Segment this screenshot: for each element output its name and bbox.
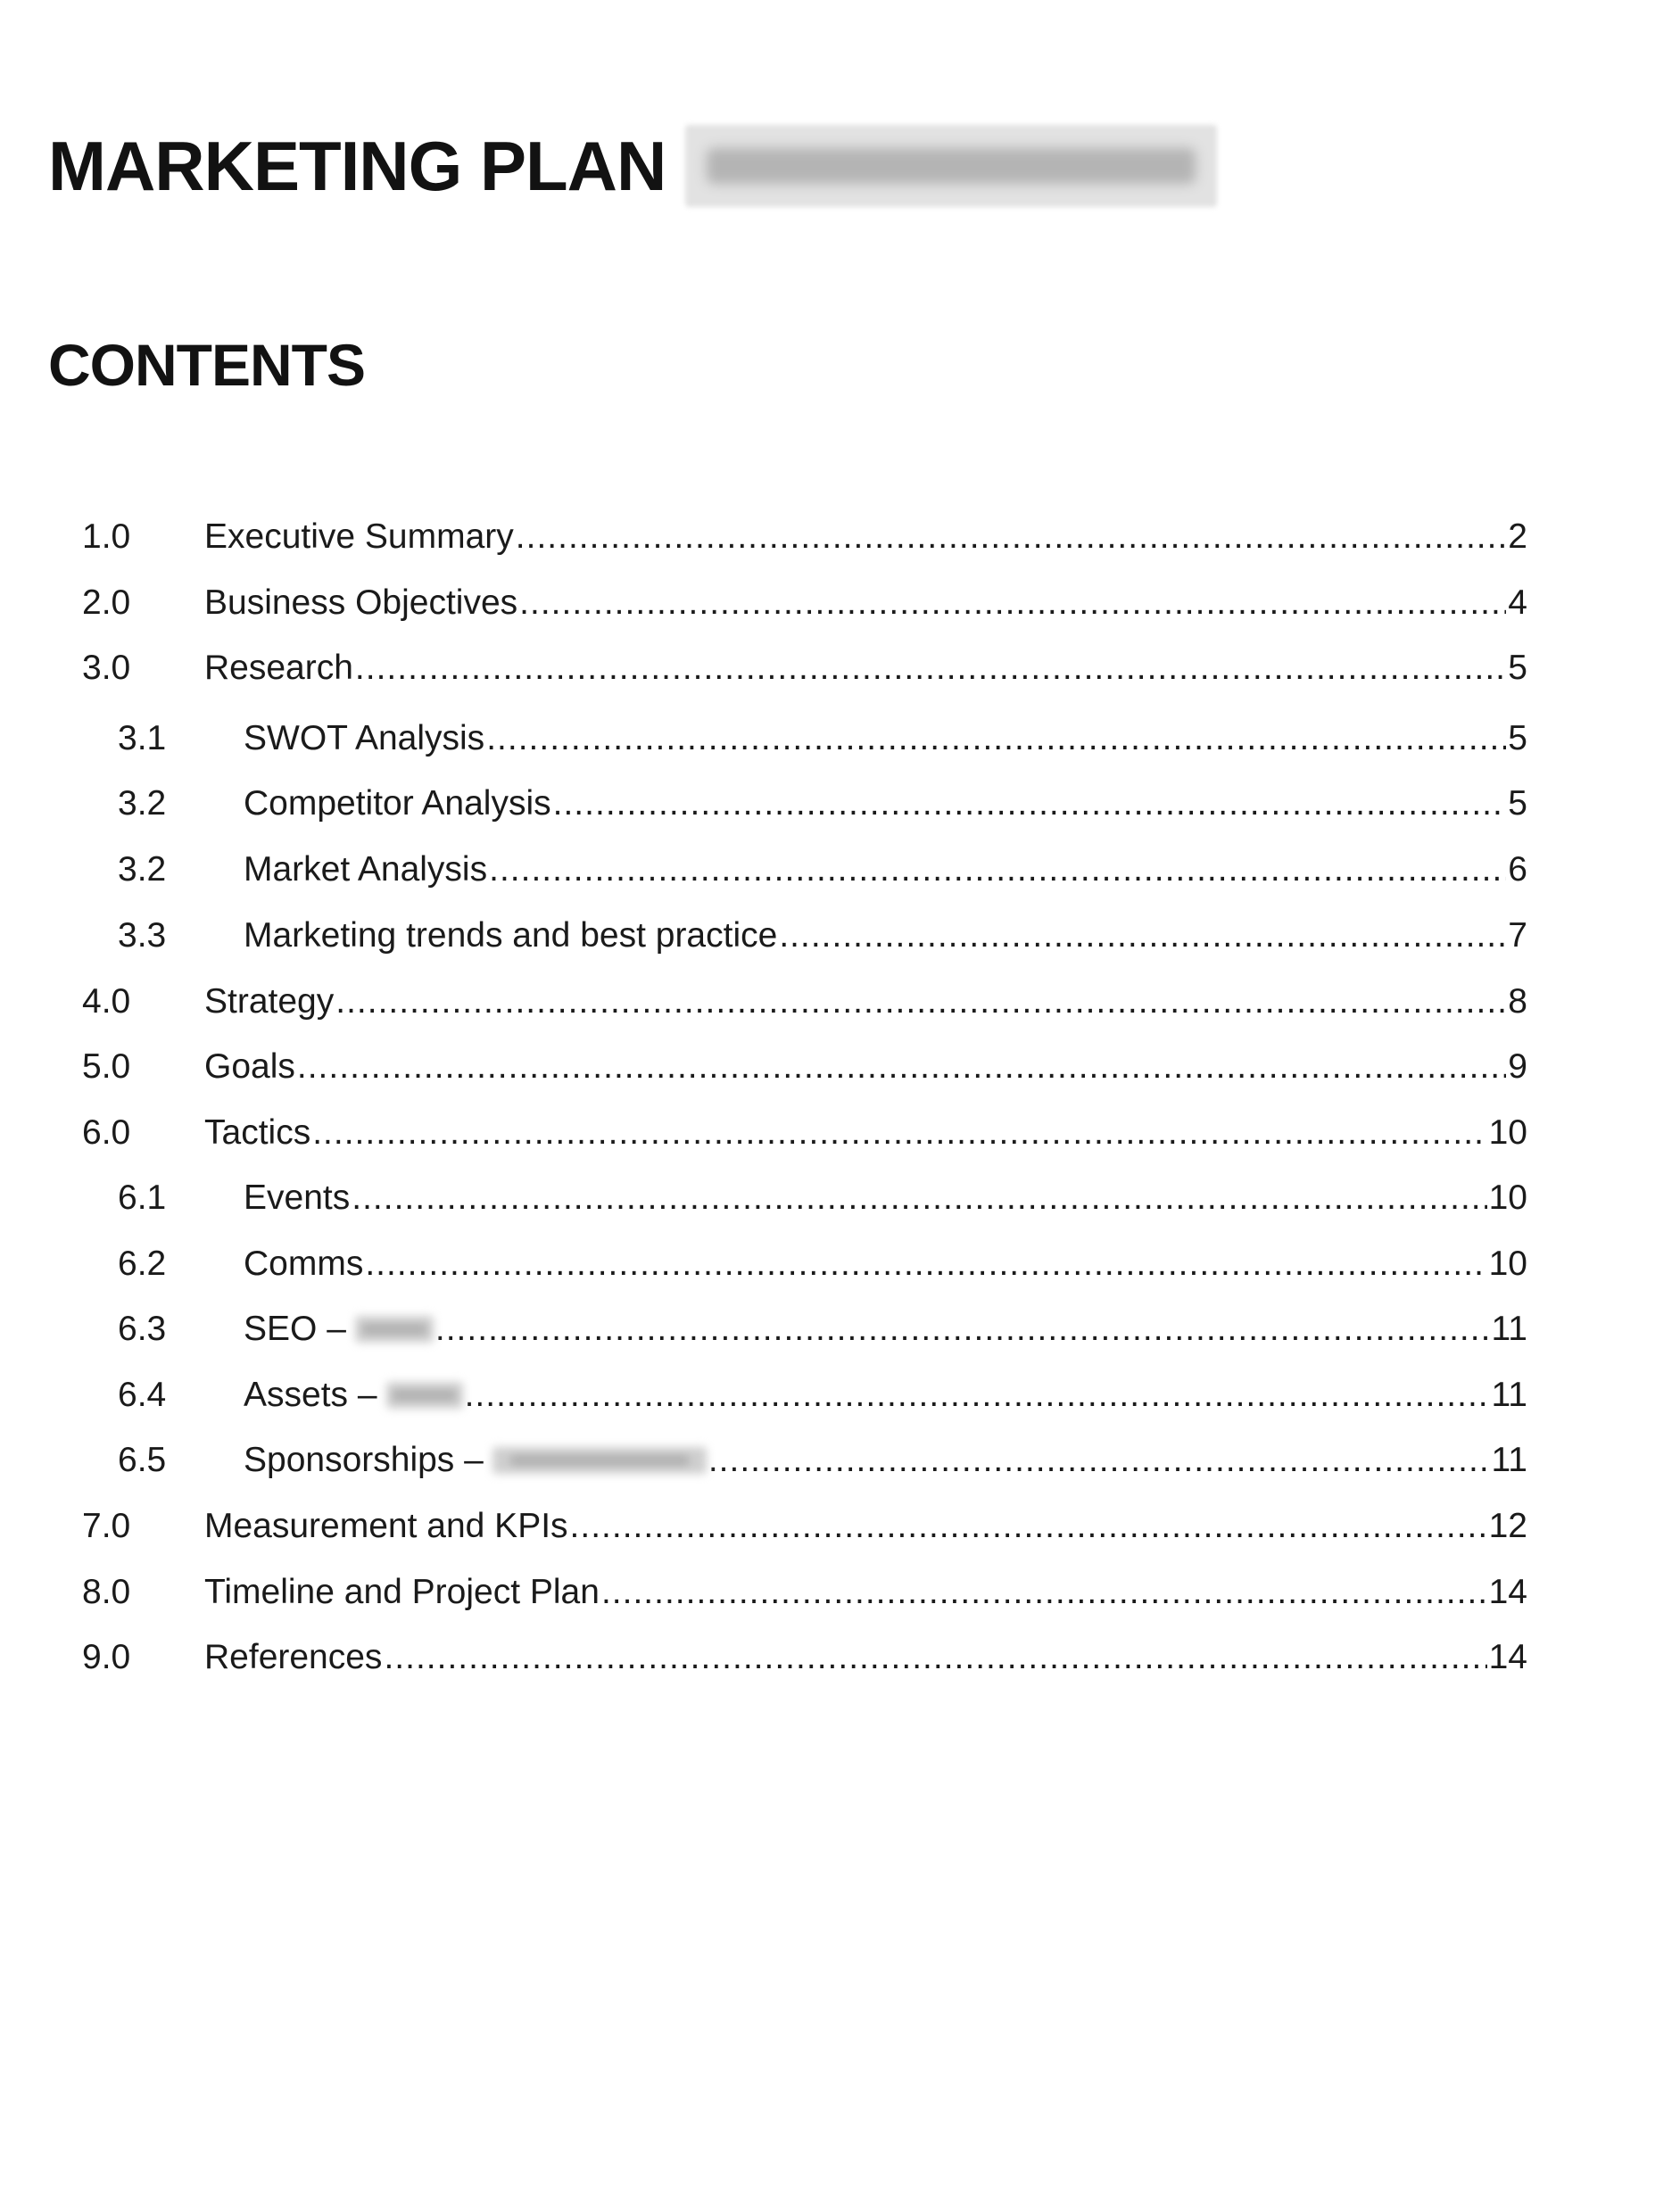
toc-entry-label: Assets – bbox=[244, 1376, 377, 1414]
toc-entry-page-number: 11 bbox=[1491, 1310, 1527, 1348]
redacted-owner-name bbox=[386, 1382, 463, 1409]
toc-entry[interactable] bbox=[0, 1237, 1680, 1291]
toc-entry-page-number: 14 bbox=[1488, 1638, 1527, 1676]
toc-entry-label: SEO – bbox=[244, 1310, 346, 1348]
toc-entry-page-number: 4 bbox=[1508, 583, 1527, 622]
toc-entry-label: Timeline and Project Plan bbox=[204, 1573, 600, 1611]
toc-dot-leader bbox=[553, 777, 1507, 831]
toc-dot-leader bbox=[465, 1369, 1490, 1422]
toc-entry-label: Events bbox=[244, 1178, 351, 1217]
toc-entry-body bbox=[204, 1500, 1527, 1553]
toc-entry-page-number: 2 bbox=[1508, 517, 1527, 556]
toc-entry-body bbox=[204, 1040, 1527, 1094]
toc-entry-number: 6.5 bbox=[118, 1441, 167, 1479]
toc-entry-page-number: 8 bbox=[1508, 982, 1527, 1021]
toc-dot-leader bbox=[355, 641, 1506, 695]
toc-entry-page-number: 10 bbox=[1488, 1113, 1527, 1152]
toc-entry[interactable] bbox=[0, 777, 1680, 831]
toc-dot-leader bbox=[384, 1631, 1486, 1684]
toc-entry-page-number: 14 bbox=[1488, 1573, 1527, 1611]
toc-entry-number: 3.2 bbox=[118, 850, 167, 889]
toc-dot-leader bbox=[519, 576, 1506, 630]
toc-dot-leader bbox=[365, 1237, 1486, 1291]
toc-entry[interactable] bbox=[0, 510, 1680, 564]
toc-entry-number: 9.0 bbox=[82, 1638, 131, 1676]
toc-entry-number: 2.0 bbox=[82, 583, 131, 622]
toc-entry-label: Goals bbox=[204, 1047, 295, 1086]
toc-entry-label: Tactics bbox=[204, 1113, 311, 1152]
toc-entry-label: Competitor Analysis bbox=[244, 784, 551, 823]
toc-entry-label: Executive Summary bbox=[204, 517, 514, 556]
toc-entry-body bbox=[244, 777, 1527, 831]
toc-entry-number: 6.4 bbox=[118, 1376, 167, 1414]
toc-entry-page-number: 5 bbox=[1508, 784, 1527, 823]
toc-entry[interactable] bbox=[0, 909, 1680, 963]
redacted-title-suffix bbox=[685, 125, 1217, 207]
toc-entry[interactable] bbox=[0, 641, 1680, 695]
toc-entry[interactable] bbox=[0, 1040, 1680, 1094]
toc-entry-body bbox=[244, 1369, 1527, 1422]
toc-entry[interactable] bbox=[0, 1302, 1680, 1356]
toc-entry-label: References bbox=[204, 1638, 383, 1676]
toc-dot-leader bbox=[779, 909, 1506, 963]
toc-entry-label: Sponsorships – bbox=[244, 1441, 484, 1479]
toc-entry-body bbox=[204, 1106, 1527, 1160]
toc-entry-label: SWOT Analysis bbox=[244, 719, 485, 757]
toc-dot-leader bbox=[708, 1434, 1490, 1487]
toc-entry-page-number: 11 bbox=[1491, 1441, 1527, 1479]
document-title bbox=[48, 125, 1217, 207]
toc-entry-body bbox=[204, 641, 1527, 695]
toc-dot-leader bbox=[486, 712, 1506, 765]
toc-entry[interactable] bbox=[0, 1500, 1680, 1553]
toc-entry-body bbox=[204, 1631, 1527, 1684]
toc-entry-label: Strategy bbox=[204, 982, 335, 1021]
toc-entry-number: 1.0 bbox=[82, 517, 131, 556]
toc-entry-body bbox=[244, 1434, 1527, 1487]
toc-entry-body bbox=[204, 576, 1527, 630]
toc-entry-body bbox=[204, 510, 1527, 564]
contents-heading: CONTENTS bbox=[48, 332, 365, 398]
toc-entry-number: 6.1 bbox=[118, 1178, 167, 1217]
toc-entry-body bbox=[244, 1302, 1527, 1356]
toc-entry-number: 3.1 bbox=[118, 719, 167, 757]
toc-entry-page-number: 5 bbox=[1508, 649, 1527, 687]
toc-entry-number: 6.2 bbox=[118, 1245, 167, 1283]
toc-entry[interactable] bbox=[0, 1369, 1680, 1422]
toc-entry[interactable] bbox=[0, 1171, 1680, 1225]
redacted-owner-name bbox=[492, 1447, 707, 1474]
toc-entry-number: 6.0 bbox=[82, 1113, 131, 1152]
toc-entry[interactable] bbox=[0, 576, 1680, 630]
toc-dot-leader bbox=[570, 1500, 1487, 1553]
toc-entry-number: 5.0 bbox=[82, 1047, 131, 1086]
toc-entry[interactable] bbox=[0, 1566, 1680, 1619]
toc-entry-body bbox=[204, 975, 1527, 1029]
toc-entry-page-number: 10 bbox=[1488, 1178, 1527, 1217]
toc-entry-body bbox=[244, 1171, 1527, 1225]
document-title-text: MARKETING PLAN bbox=[48, 127, 666, 205]
toc-entry-body bbox=[204, 1566, 1527, 1619]
toc-entry-page-number: 9 bbox=[1508, 1047, 1527, 1086]
toc-entry[interactable] bbox=[0, 712, 1680, 765]
toc-entry-page-number: 6 bbox=[1508, 850, 1527, 889]
toc-entry-number: 8.0 bbox=[82, 1573, 131, 1611]
toc-entry-label: Business Objectives bbox=[204, 583, 518, 622]
toc-entry-number: 4.0 bbox=[82, 982, 131, 1021]
toc-entry-body bbox=[244, 909, 1527, 963]
toc-entry-body bbox=[244, 712, 1527, 765]
toc-entry-page-number: 11 bbox=[1491, 1376, 1527, 1414]
toc-entry-page-number: 10 bbox=[1488, 1245, 1527, 1283]
toc-entry-label: Market Analysis bbox=[244, 850, 488, 889]
toc-entry-body bbox=[244, 843, 1527, 897]
redacted-owner-name bbox=[355, 1316, 434, 1343]
toc-entry[interactable] bbox=[0, 1106, 1680, 1160]
toc-dot-leader bbox=[335, 975, 1506, 1029]
toc-entry-number: 3.0 bbox=[82, 649, 131, 687]
toc-dot-leader bbox=[297, 1040, 1506, 1094]
toc-entry-label: Marketing trends and best practice bbox=[244, 916, 778, 955]
toc-dot-leader bbox=[435, 1302, 1490, 1356]
toc-dot-leader bbox=[601, 1566, 1487, 1619]
toc-dot-leader bbox=[489, 843, 1506, 897]
toc-entry-body bbox=[244, 1237, 1527, 1291]
toc-entry-number: 7.0 bbox=[82, 1507, 131, 1545]
toc-dot-leader bbox=[516, 510, 1507, 564]
toc-dot-leader bbox=[312, 1106, 1486, 1160]
toc-entry[interactable] bbox=[0, 843, 1680, 897]
toc-entry-number: 6.3 bbox=[118, 1310, 167, 1348]
toc-entry-page-number: 12 bbox=[1488, 1507, 1527, 1545]
toc-entry-label: Comms bbox=[244, 1245, 364, 1283]
toc-entry[interactable] bbox=[0, 975, 1680, 1029]
toc-entry-page-number: 5 bbox=[1508, 719, 1527, 757]
toc-entry[interactable] bbox=[0, 1434, 1680, 1487]
toc-entry-number: 3.2 bbox=[118, 784, 167, 823]
toc-entry-page-number: 7 bbox=[1508, 916, 1527, 955]
toc-entry-number: 3.3 bbox=[118, 916, 167, 955]
toc-entry[interactable] bbox=[0, 1631, 1680, 1684]
toc-entry-label: Research bbox=[204, 649, 353, 687]
toc-entry-label: Measurement and KPIs bbox=[204, 1507, 568, 1545]
toc-dot-leader bbox=[352, 1171, 1486, 1225]
